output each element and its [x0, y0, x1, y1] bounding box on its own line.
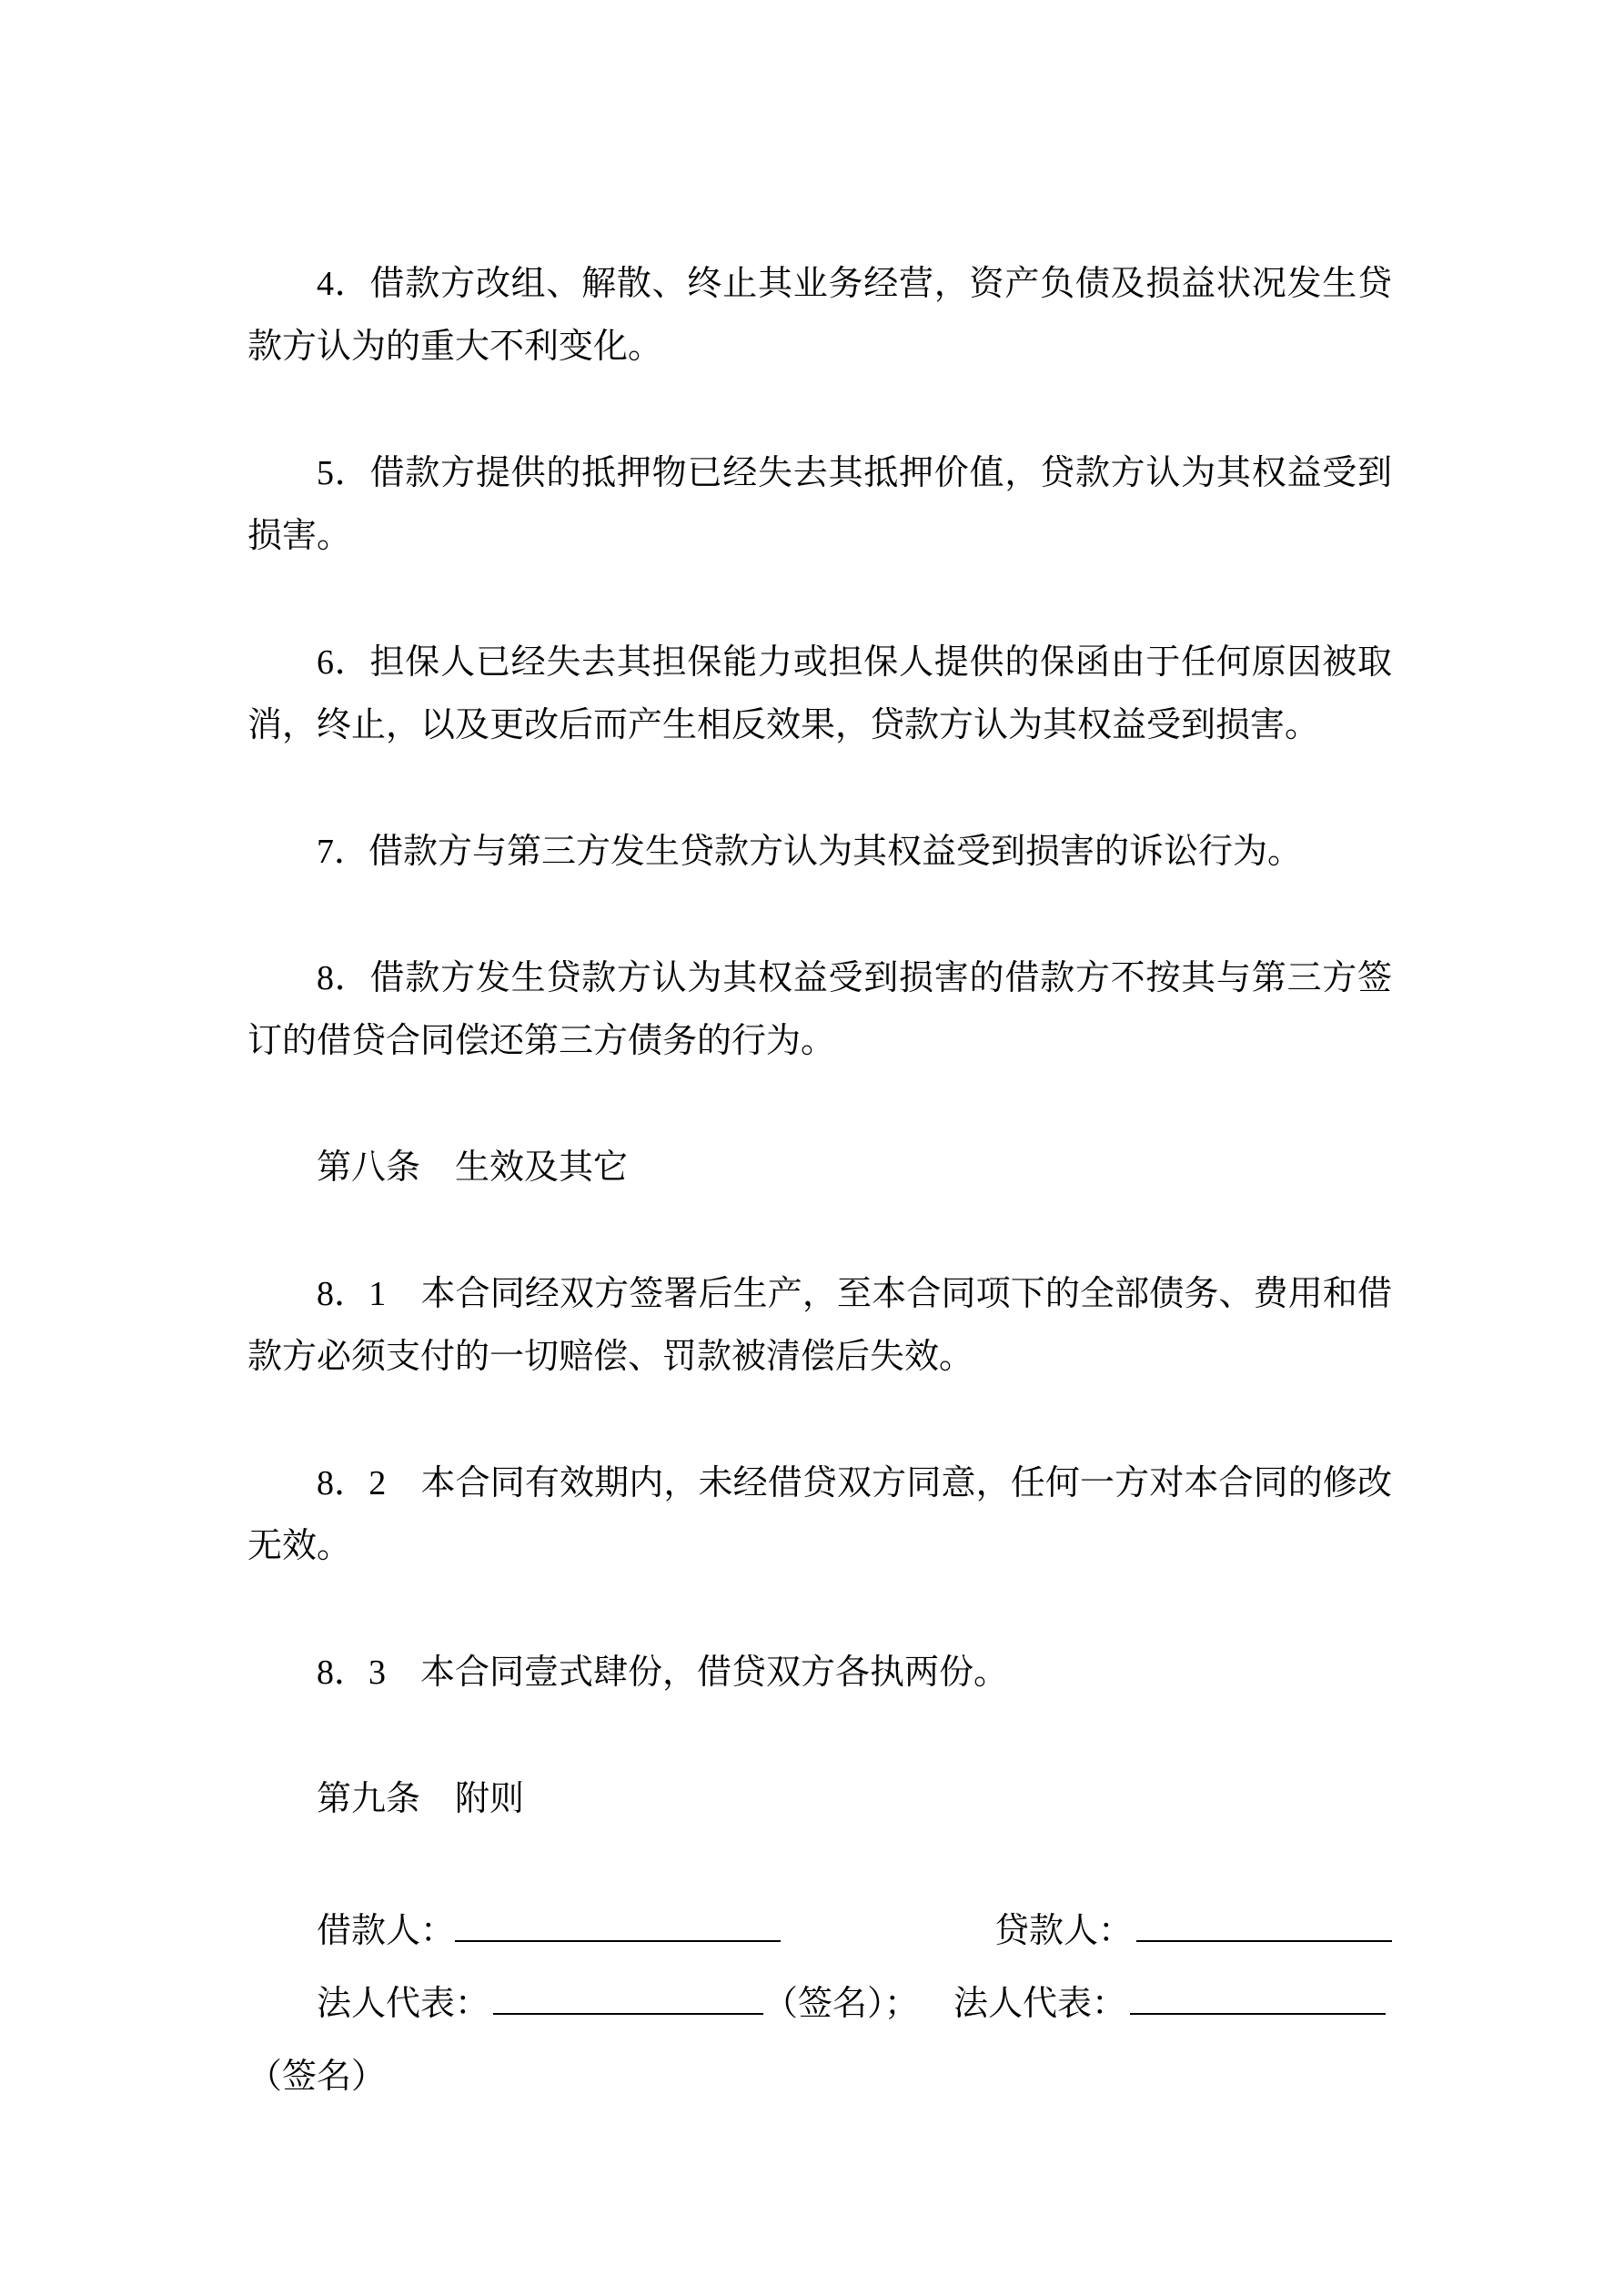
clause-8-2: 8．2 本合同有效期内，未经借贷双方同意，任何一方对本合同的修改无效。 [247, 1464, 1392, 1565]
lender-rep-signature-line [1130, 2013, 1386, 2015]
sign-note-wrap: （签名） [247, 2058, 387, 2096]
signature-block [247, 1895, 1392, 2113]
clause-8-3: 8．3 本合同壹式肆份，借贷双方各执两份。 [317, 1654, 1009, 1692]
clause-item-8: 8．借款方发生贷款方认为其权益受到损害的借款方不按其与第三方签订的借贷合同偿还第三方债务的行为。 [247, 959, 1392, 1060]
signature-row-parties [247, 1895, 1392, 1967]
section-8-heading: 第八条 生效及其它 [317, 1148, 629, 1187]
clause-item-5: 5．借款方提供的抵押物已经失去其抵押价值，贷款方认为其权益受到损害。 [247, 454, 1392, 555]
clause-8-1: 8．1 本合同经双方签署后生产，至本合同项下的全部债务、费用和借款方必须支付的一切赔偿、罚款被清偿后失效。 [247, 1275, 1392, 1376]
lender-label: 贷款人： [994, 1912, 1134, 1950]
signature-row-representatives [247, 1967, 1392, 2040]
section-9-heading: 第九条 附则 [317, 1780, 525, 1818]
clause-item-4: 4．借款方改组、解散、终止其业务经营，资产负债及损益状况发生贷款方认为的重大不利变化。 [247, 265, 1392, 366]
clause-item-6: 6．担保人已经失去其担保能力或担保人提供的保函由于任何原因被取消，终止，以及更改后而产生相反效果，贷款方认为其权益受到损害。 [247, 643, 1392, 744]
borrower-label: 借款人： [317, 1912, 456, 1950]
borrower-rep-signature-line [493, 2013, 763, 2015]
rep-sign-note: （签名）； [763, 1985, 920, 2023]
contract-body [247, 253, 1392, 2113]
lender-rep-label: 法人代表： [953, 1985, 1127, 2023]
clause-item-7: 7．借款方与第三方发生贷款方认为其权益受到损害的诉讼行为。 [317, 833, 1303, 871]
signature-row-sign-note-wrap [247, 2040, 1392, 2113]
borrower-rep-label: 法人代表： [317, 1985, 490, 2023]
borrower-signature-line [455, 1940, 781, 1942]
lender-signature-line [1136, 1940, 1392, 1942]
